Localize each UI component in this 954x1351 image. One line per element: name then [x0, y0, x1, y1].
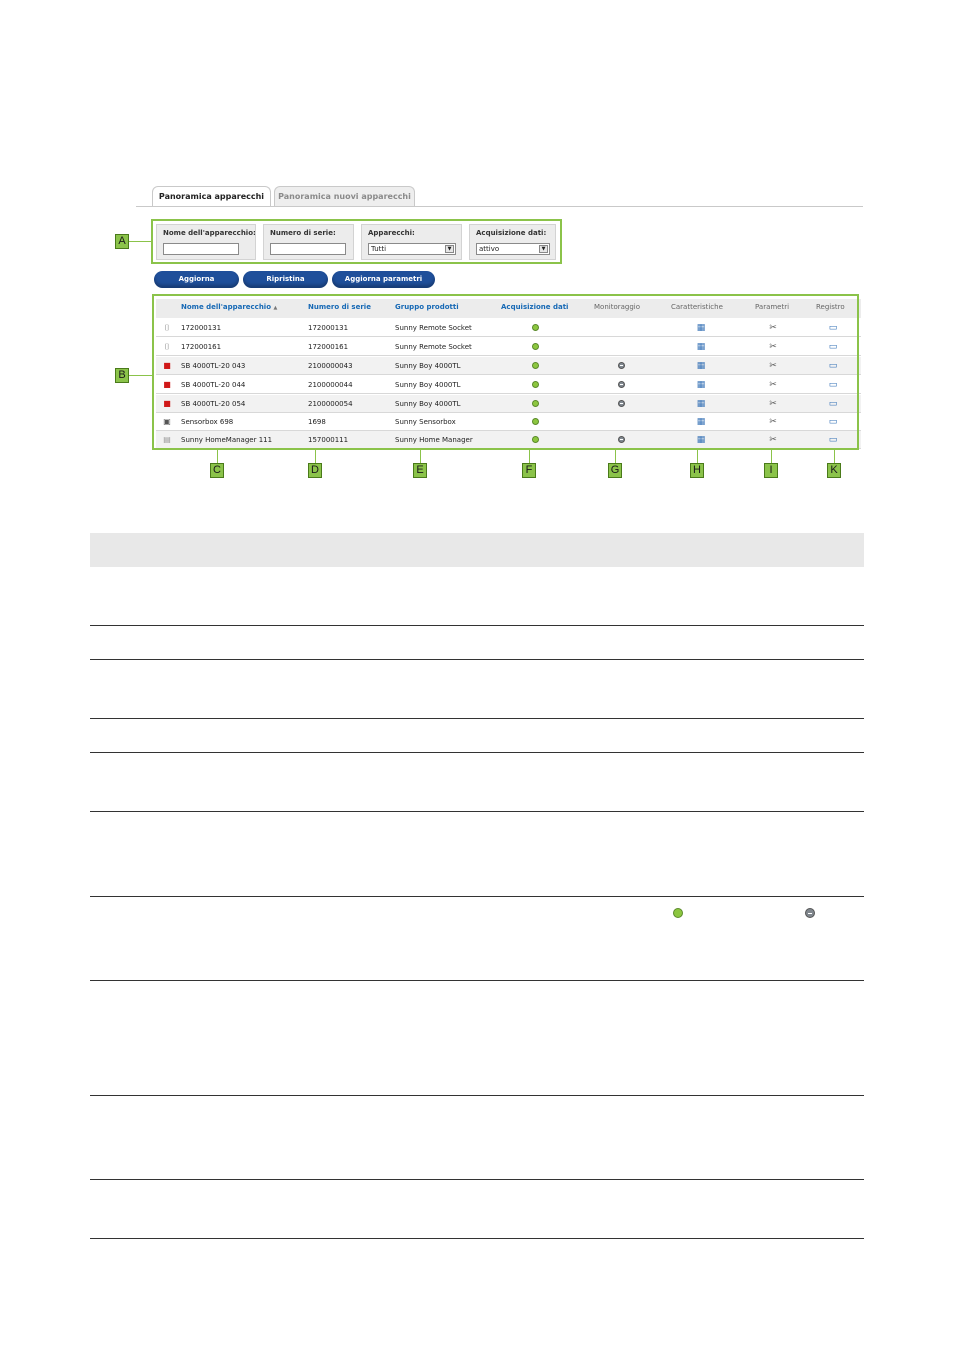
tools-icon[interactable]: ✂ — [769, 417, 777, 427]
book-icon[interactable]: ▭ — [828, 399, 838, 409]
doc-row-divider — [90, 811, 864, 812]
calendar-icon[interactable]: ▦ — [696, 342, 706, 352]
inverter-icon: ■ — [163, 380, 171, 389]
doc-row-divider — [90, 1095, 864, 1096]
book-icon[interactable]: ▭ — [828, 435, 838, 445]
col-group-header[interactable]: Gruppo prodotti — [395, 303, 459, 311]
chevron-down-icon[interactable]: ▼ — [539, 245, 548, 253]
callout-a: A — [115, 234, 129, 249]
socket-icon: ⌷ — [164, 342, 170, 351]
row-serial: 1698 — [308, 418, 326, 426]
filter-acquisition-value: attivo — [479, 245, 500, 253]
row-name[interactable]: Sensorbox 698 — [181, 418, 234, 426]
inverter-icon: ■ — [163, 399, 171, 408]
callout-e-line — [420, 450, 421, 463]
calendar-icon[interactable]: ▦ — [696, 361, 706, 371]
callout-c: C — [210, 463, 224, 478]
reset-button[interactable]: Ripristina — [243, 271, 328, 288]
callout-g-line — [615, 450, 616, 463]
book-icon[interactable]: ▭ — [828, 342, 838, 352]
homemanager-icon: ▤ — [163, 435, 171, 444]
calendar-icon[interactable]: ▦ — [696, 380, 706, 390]
row-serial: 172000131 — [308, 324, 349, 332]
row-group: Sunny Remote Socket — [395, 343, 472, 351]
row-name[interactable]: SB 4000TL-20 054 — [181, 400, 246, 408]
doc-row-divider — [90, 625, 864, 626]
calendar-icon[interactable]: ▦ — [696, 399, 706, 409]
doc-row-divider — [90, 659, 864, 660]
filter-serial-label: Numero di serie: — [270, 229, 336, 237]
sensorbox-icon: ▣ — [163, 417, 171, 426]
filter-name-label: Nome dell'apparecchio: — [163, 229, 256, 237]
callout-k: K — [827, 463, 841, 478]
tools-icon[interactable]: ✂ — [769, 399, 777, 409]
row-name[interactable]: Sunny HomeManager 111 — [181, 436, 273, 444]
tab-new-devices-overview[interactable]: Panoramica nuovi apparecchi — [274, 186, 415, 206]
doc-row-divider — [90, 980, 864, 981]
callout-h-line — [697, 450, 698, 463]
callout-h: H — [690, 463, 704, 478]
doc-row-divider — [90, 1238, 864, 1239]
callout-k-line — [834, 450, 835, 463]
filter-devices-value: Tutti — [371, 245, 387, 253]
callout-c-line — [217, 450, 218, 463]
status-green-icon — [673, 908, 683, 918]
calendar-icon[interactable]: ▦ — [696, 323, 706, 333]
col-features-header: Caratteristiche — [671, 303, 723, 311]
doc-row-divider — [90, 752, 864, 753]
inverter-icon: ■ — [163, 361, 171, 370]
book-icon[interactable]: ▭ — [828, 361, 838, 371]
col-serial-header[interactable]: Numero di serie — [308, 303, 371, 311]
row-group: Sunny Remote Socket — [395, 324, 472, 332]
book-icon[interactable]: ▭ — [828, 380, 838, 390]
filter-devices-label: Apparecchi: — [368, 229, 415, 237]
row-group: Sunny Boy 4000TL — [395, 400, 461, 408]
callout-i: I — [764, 463, 778, 478]
calendar-icon[interactable]: ▦ — [696, 417, 706, 427]
update-button[interactable]: Aggiorna — [154, 271, 239, 288]
tools-icon[interactable]: ✂ — [769, 361, 777, 371]
tools-icon[interactable]: ✂ — [769, 323, 777, 333]
callout-a-line — [129, 241, 152, 242]
row-serial: 2100000043 — [308, 362, 353, 370]
doc-row-divider — [90, 896, 864, 897]
callout-b: B — [115, 368, 129, 383]
tools-icon[interactable]: ✂ — [769, 380, 777, 390]
callout-f: F — [522, 463, 536, 478]
row-serial: 172000161 — [308, 343, 349, 351]
update-params-button[interactable]: Aggiorna parametri — [332, 271, 435, 288]
calendar-icon[interactable]: ▦ — [696, 435, 706, 445]
callout-b-line — [129, 375, 153, 376]
doc-row-divider — [90, 1179, 864, 1180]
highlight-box-b — [152, 294, 859, 450]
chevron-down-icon[interactable]: ▼ — [445, 245, 454, 253]
col-name-header[interactable]: Nome dell'apparecchio ▲ — [181, 303, 278, 311]
tools-icon[interactable]: ✂ — [769, 435, 777, 445]
col-acquisition-header[interactable]: Acquisizione dati — [501, 303, 569, 311]
book-icon[interactable]: ▭ — [828, 417, 838, 427]
row-name[interactable]: 172000131 — [181, 324, 222, 332]
row-name[interactable]: 172000161 — [181, 343, 222, 351]
row-name[interactable]: SB 4000TL-20 043 — [181, 362, 246, 370]
col-log-header: Registro — [816, 303, 845, 311]
row-group: Sunny Boy 4000TL — [395, 362, 461, 370]
row-serial: 2100000044 — [308, 381, 353, 389]
doc-table-header — [90, 533, 864, 567]
row-name[interactable]: SB 4000TL-20 044 — [181, 381, 246, 389]
callout-d: D — [308, 463, 322, 478]
row-group: Sunny Boy 4000TL — [395, 381, 461, 389]
col-monitoring-header: Monitoraggio — [594, 303, 641, 311]
row-serial: 157000111 — [308, 436, 349, 444]
callout-i-line — [771, 450, 772, 463]
row-group: Sunny Sensorbox — [395, 418, 456, 426]
callout-e: E — [413, 463, 427, 478]
callout-f-line — [529, 450, 530, 463]
status-grey-icon — [805, 908, 815, 918]
row-serial: 2100000054 — [308, 400, 353, 408]
book-icon[interactable]: ▭ — [828, 323, 838, 333]
row-group: Sunny Home Manager — [395, 436, 473, 444]
highlight-box-a — [151, 219, 562, 264]
callout-d-line — [315, 450, 316, 463]
sort-asc-icon: ▲ — [273, 305, 278, 311]
doc-row-divider — [90, 718, 864, 719]
filter-acquisition-label: Acquisizione dati: — [476, 229, 547, 237]
tabs-divider — [136, 206, 863, 207]
socket-icon: ⌷ — [164, 323, 170, 332]
callout-g: G — [608, 463, 622, 478]
col-params-header: Parametri — [755, 303, 790, 311]
tools-icon[interactable]: ✂ — [769, 342, 777, 352]
tab-device-overview[interactable]: Panoramica apparecchi — [152, 186, 271, 207]
